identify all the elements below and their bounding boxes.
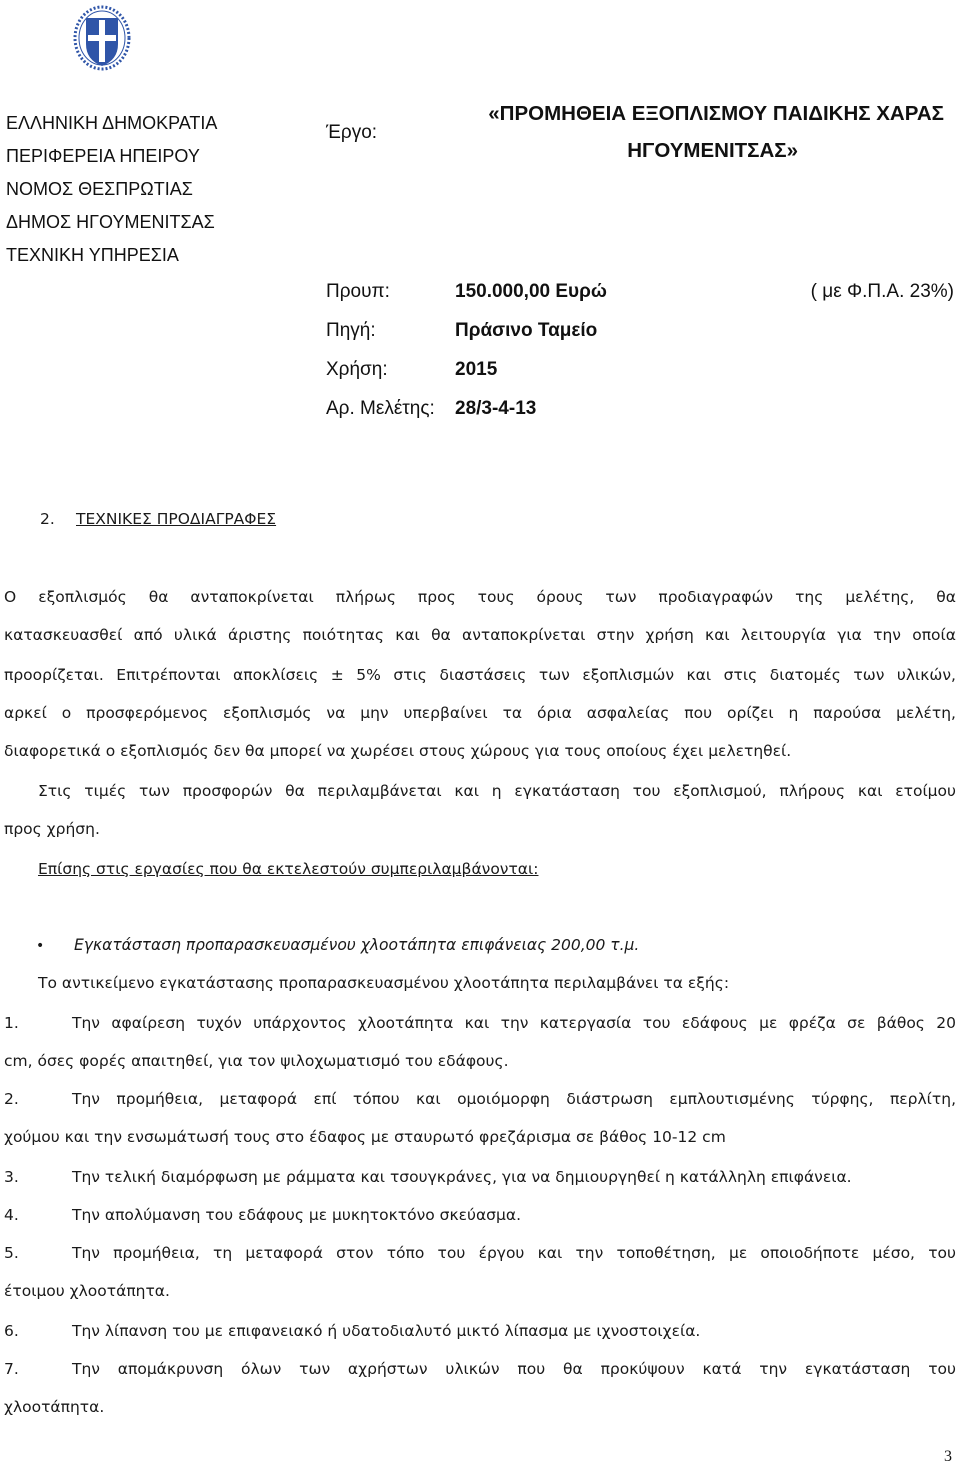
item-number: 6. <box>4 1322 19 1340</box>
study-label: Αρ. Μελέτης: <box>326 398 435 419</box>
section-title: ΤΕΧΝΙΚΕΣ ΠΡΟΔΙΑΓΡΑΦΕΣ <box>76 510 277 528</box>
paragraph-line: Στις τιμές των προσφορών θα περιλαμβάνεται και η εγκατάσταση του εξοπλισμού, πλήρους και ετοίμου <box>38 782 956 800</box>
paragraph-line: προορίζεται. Επιτρέπονται αποκλίσεις ± 5% στις διαστάσεις των εξοπλισμών και στις διατομές των υλικών, <box>4 666 956 684</box>
item-number: 5. <box>4 1244 19 1262</box>
paragraph-line: Ο εξοπλισμός θα ανταποκρίνεται πλήρως προς τους όρους των προδιαγραφών της μελέτης, θα <box>4 588 956 606</box>
paragraph-line: αρκεί ο προσφερόμενος εξοπλισμός να μην υπερβαίνει τα όρια ασφαλείας που ορίζει η παρούσα μελέτη, <box>4 704 956 722</box>
item-text: Την απολύμανση του εδάφους με μυκητοκτόνο σκεύασμα. <box>72 1206 521 1224</box>
item-text: Την απομάκρυνση όλων των αχρήστων υλικών που θα προκύψουν κατά την εγκατάσταση του <box>72 1360 956 1378</box>
item-text-cont: χλοοτάπητα. <box>4 1398 105 1416</box>
project-label: Έργο: <box>326 122 378 143</box>
paragraph-line: διαφορετικά ο εξοπλισμός δεν θα μπορεί να χωρέσει στους χώρους για τους οποίους έχει μελετηθεί. <box>4 742 792 760</box>
section-number: 2. <box>40 510 55 528</box>
item-text: Την αφαίρεση τυχόν υπάρχοντος χλοοτάπητα και την κατεργασία του εδάφους με φρέζα σε βάθος 20 <box>72 1014 956 1032</box>
authority-line: ΝΟΜΟΣ ΘΕΣΠΡΩΤΙΑΣ <box>6 179 193 199</box>
source-label: Πηγή: <box>326 320 376 341</box>
authority-line: ΠΕΡΙΦΕΡΕΙΑ ΗΠΕΙΡΟΥ <box>6 146 200 166</box>
vat-note: ( με Φ.Π.Α. 23%) <box>810 281 954 302</box>
item-text-cont: χούμου και την ενσωμάτωσή τους στο έδαφος με σταυρωτό φρεζάρισμα σε βάθος 10-12 cm <box>4 1128 726 1146</box>
source-value: Πράσινο Ταμείο <box>455 320 598 341</box>
works-heading: Επίσης στις εργασίες που θα εκτελεστούν συμπεριλαμβάνονται: <box>38 860 539 878</box>
item-text: Την λίπανση του με επιφανειακό ή υδατοδιαλυτό μικτό λίπασμα με ιχνοστοιχεία. <box>72 1322 701 1340</box>
item-text-cont: έτοιμου χλοοτάπητα. <box>4 1282 170 1300</box>
year-label: Χρήση: <box>326 359 388 380</box>
item-number: 2. <box>4 1090 19 1108</box>
year-value: 2015 <box>455 359 498 380</box>
authority-line: ΤΕΧΝΙΚΗ ΥΠΗΡΕΣΙΑ <box>6 245 179 265</box>
paragraph-line: προς χρήση. <box>4 820 100 838</box>
paragraph-line: κατασκευασθεί από υλικά άριστης ποιότητας και θα ανταποκρίνεται στην χρήση και λειτουργία για την οποία <box>4 626 956 644</box>
item-number: 4. <box>4 1206 19 1224</box>
project-title-line2: ΗΓΟΥΜΕΝΙΤΣΑΣ» <box>627 139 798 162</box>
page-number: 3 <box>944 1448 952 1465</box>
item-number: 3. <box>4 1168 19 1186</box>
authority-line: ΕΛΛΗΝΙΚΗ ΔΗΜΟΚΡΑΤΙΑ <box>6 113 218 133</box>
item-number: 7. <box>4 1360 19 1378</box>
item-text: Την προμήθεια, τη μεταφορά στον τόπο του έργου και την τοποθέτηση, με οποιοδήποτε μέσο, του <box>72 1244 956 1262</box>
greek-emblem-icon <box>72 4 132 74</box>
bullet-text: Εγκατάσταση προπαρασκευασμένου χλοοτάπητα επιφάνειας 200,00 τ.μ. <box>74 936 640 954</box>
authority-line: ΔΗΜΟΣ ΗΓΟΥΜΕΝΙΤΣΑΣ <box>6 212 215 232</box>
study-value: 28/3-4-13 <box>455 398 537 419</box>
intro-text: Το αντικείμενο εγκατάστασης προπαρασκευασμένου χλοοτάπητα περιλαμβάνει τα εξής: <box>38 974 730 992</box>
item-text-cont: cm, όσες φορές απαιτηθεί, για τον ψιλοχωματισμό του εδάφους. <box>4 1052 509 1070</box>
budget-value: 150.000,00 Ευρώ <box>455 281 607 302</box>
item-text: Την τελική διαμόρφωση με ράμματα και τσουγκράνες, για να δημιουργηθεί η κατάλληλη επιφάνεια. <box>72 1168 852 1186</box>
project-title: «ΠΡΟΜΗΘΕΙΑ ΕΞΟΠΛΙΣΜΟΥ ΠΑΙΔΙΚΗΣ ΧΑΡΑΣ <box>488 102 944 125</box>
budget-label: Προυπ: <box>326 281 390 302</box>
item-number: 1. <box>4 1014 19 1032</box>
item-text: Την προμήθεια, μεταφορά επί τόπου και ομοιόμορφη διάστρωση εμπλουτισμένης τύρφης, περλίτη, <box>72 1090 956 1108</box>
bullet-icon: • <box>36 938 45 954</box>
